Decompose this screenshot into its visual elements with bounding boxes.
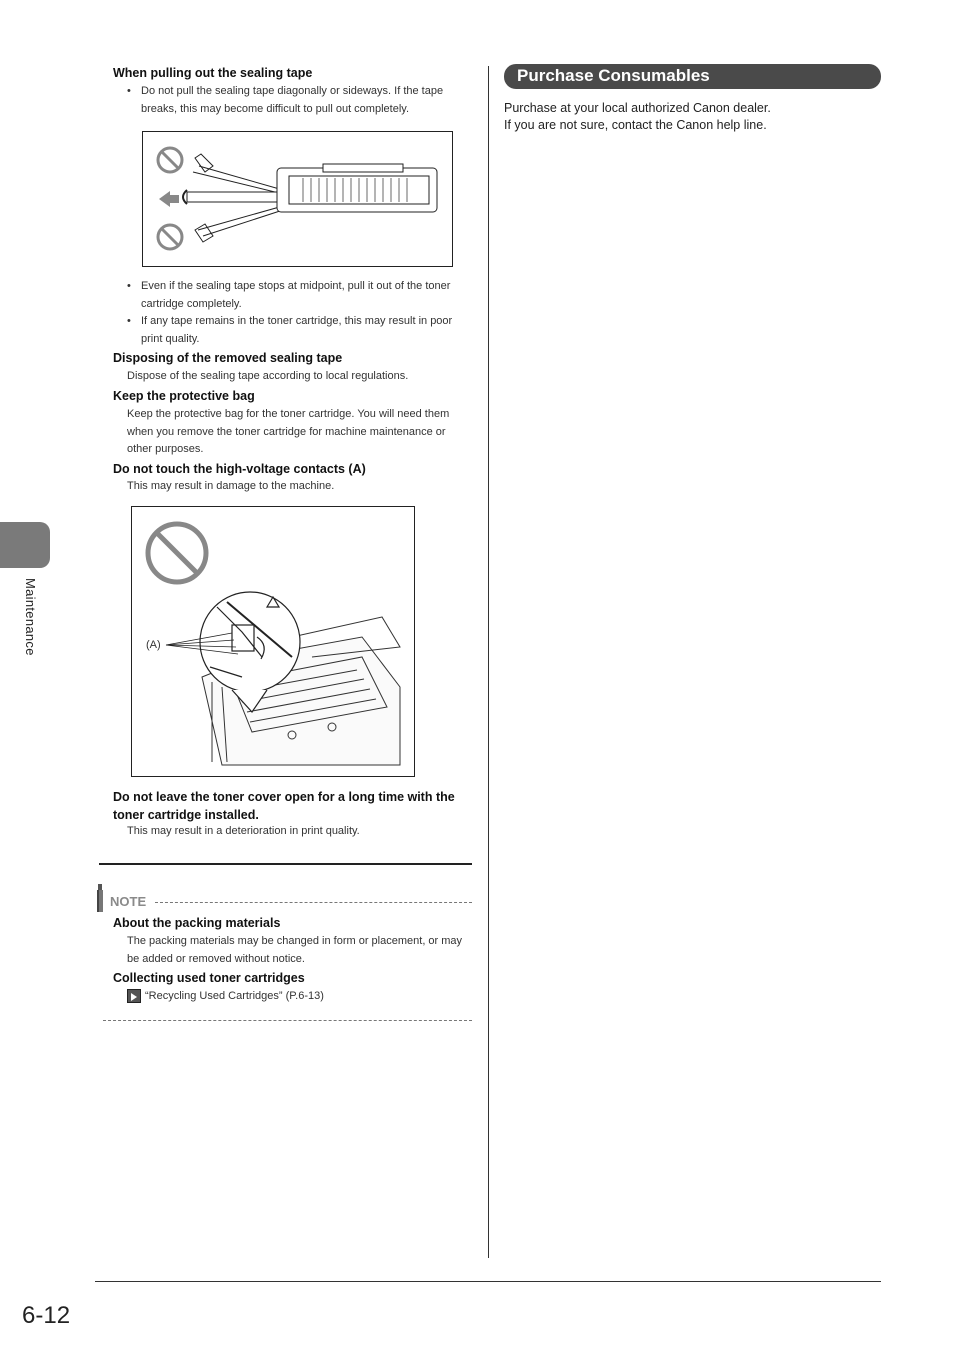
chapter-label: Maintenance — [23, 578, 38, 656]
contacts-illustration — [132, 507, 414, 776]
bullet-text: If any tape remains in the toner cartridge, this may result in poor print quality. — [141, 315, 453, 345]
contacts-callout-label: (A) — [146, 639, 161, 651]
toner-cover-heading: Do not leave the toner cover open for a long time with the toner cartridge installed. — [113, 790, 455, 822]
column-divider — [488, 66, 489, 1258]
arrow-right-icon — [127, 989, 141, 1003]
purchase-line-2: If you are not sure, contact the Canon help line. — [504, 118, 767, 132]
note-dash-top — [155, 902, 472, 903]
bullet-text: Do not pull the sealing tape diagonally or sideways. If the tape breaks, this may become difficult to pull out completely. — [141, 85, 444, 115]
toner-cover-text: This may result in a deterioration in print quality. — [127, 825, 360, 837]
arrow-left-icon — [159, 191, 179, 207]
sealing-tape-bullets-2 — [113, 278, 473, 348]
recycling-link[interactable]: “Recycling Used Cartridges” (P.6-13) — [145, 990, 324, 1002]
protective-bag-heading: Keep the protective bag — [113, 389, 255, 403]
disposing-text: Dispose of the sealing tape according to local regulations. — [127, 370, 409, 382]
collecting-heading: Collecting used toner cartridges — [113, 971, 305, 985]
contacts-figure — [131, 506, 415, 777]
list-item: • Even if the sealing tape stops at midpoint, pull it out of the toner cartridge completely. — [127, 280, 451, 310]
footer-rule — [95, 1281, 881, 1282]
section-banner — [504, 64, 881, 89]
pencil-icon — [94, 882, 108, 914]
sealing-tape-bullets-1 — [113, 83, 473, 118]
sealing-tape-illustration — [143, 132, 452, 266]
note-label: NOTE — [110, 894, 147, 909]
packing-text: The packing materials may be changed in form or placement, or may be added or removed without notice. — [127, 935, 463, 965]
page-number: 6-12 — [22, 1302, 71, 1329]
list-item: • If any tape remains in the toner cartridge, this may result in poor print quality. — [127, 315, 453, 345]
contacts-text: This may result in damage to the machine. — [127, 480, 335, 492]
list-item: • Do not pull the sealing tape diagonally or sideways. If the tape breaks, this may become difficult to pull out completely. — [127, 85, 444, 115]
contacts-heading: Do not touch the high-voltage contacts (A) — [113, 462, 366, 476]
bullet-text: Even if the sealing tape stops at midpoint, pull it out of the toner cartridge completely. — [141, 280, 451, 310]
note-dash-bottom — [103, 1020, 472, 1021]
prohibit-icon-top — [158, 148, 182, 172]
sealing-tape-figure — [142, 131, 453, 267]
chapter-tab — [0, 522, 50, 568]
sealing-tape-heading: When pulling out the sealing tape — [113, 66, 313, 80]
prohibit-icon — [148, 524, 206, 582]
disposing-heading: Disposing of the removed sealing tape — [113, 351, 343, 365]
purchase-line-1: Purchase at your local authorized Canon dealer. — [504, 101, 771, 115]
packing-heading: About the packing materials — [113, 916, 281, 930]
prohibit-icon-bottom — [158, 225, 182, 249]
note-top-rule — [99, 863, 472, 865]
section-title: Purchase Consumables — [517, 66, 710, 85]
protective-bag-text: Keep the protective bag for the toner cartridge. You will need them when you remove the toner cartridge for machine maintenance or other purposes. — [127, 408, 450, 455]
